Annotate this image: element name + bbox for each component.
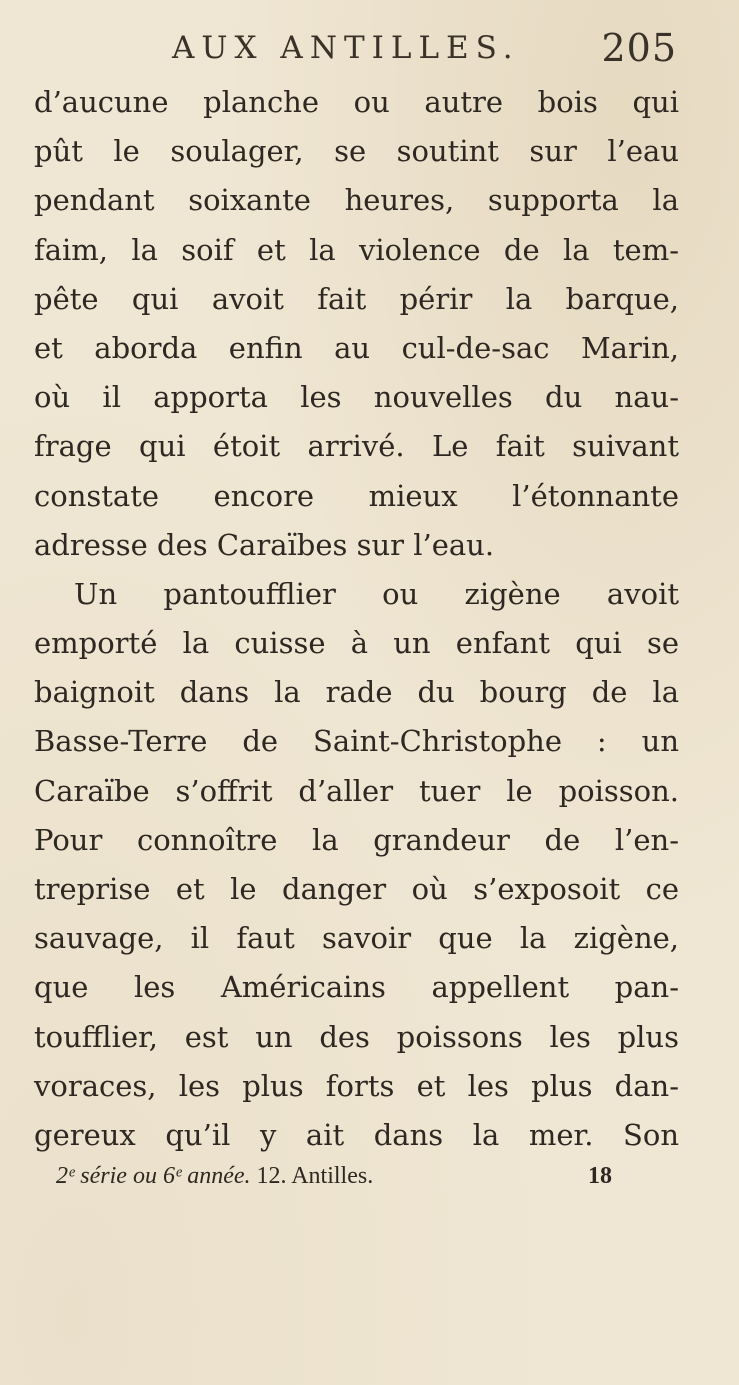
text-line: Pour connoître la grandeur de l’en- <box>34 822 679 857</box>
text-line: d’aucune planche ou autre bois qui <box>34 85 679 119</box>
series-note: 2ᵉ série ou 6ᵉ année. <box>56 1163 251 1189</box>
text-line: constate encore mieux l’étonnante <box>34 478 679 513</box>
running-title: AUX ANTILLES. <box>172 30 520 66</box>
running-head <box>0 26 739 72</box>
text-line: voraces, les plus forts et les plus dan- <box>34 1068 679 1103</box>
text-line: Basse-Terre de Saint-Christophe : un <box>34 724 679 759</box>
text-line: pendant soixante heures, supporta la <box>34 183 679 218</box>
volume-note: 12. Antilles. <box>256 1163 374 1189</box>
page-number: 205 <box>601 26 677 70</box>
text-line: toufflier, est un des poissons les plus <box>34 1019 679 1054</box>
text-line: Caraïbe s’offrit d’aller tuer le poisson. <box>34 773 679 808</box>
text-line: sauvage, il faut savoir que la zigène, <box>34 921 679 956</box>
signature-mark: 18 <box>588 1163 612 1189</box>
body-text <box>34 78 679 1160</box>
text-line: pête qui avoit fait périr la barque, <box>34 281 679 316</box>
text-line: faim, la soif et la violence de la tem- <box>34 232 679 267</box>
text-line: baignoit dans la rade du bourg de la <box>34 675 679 710</box>
text-line: frage qui étoit arrivé. Le fait suivant <box>34 429 679 464</box>
text-line: treprise et le danger où s’exposoit ce <box>34 872 679 906</box>
paragraph-end-line: adresse des Caraïbes sur l’eau. <box>34 527 495 562</box>
text-line: gereux qu’il y ait dans la mer. Son <box>34 1117 679 1152</box>
text-line: et aborda enfin au cul-de-sac Marin, <box>34 330 679 365</box>
paragraph-start-line: Un pantoufflier ou zigène avoit <box>74 576 679 611</box>
text-line: que les Américains appellent pan- <box>34 970 679 1005</box>
page-footer <box>56 1163 636 1199</box>
text-line: pût le soulager, se soutint sur l’eau <box>34 134 679 169</box>
text-line: où il apporta les nouvelles du nau- <box>34 380 679 415</box>
text-line: emporté la cuisse à un enfant qui se <box>34 626 679 661</box>
